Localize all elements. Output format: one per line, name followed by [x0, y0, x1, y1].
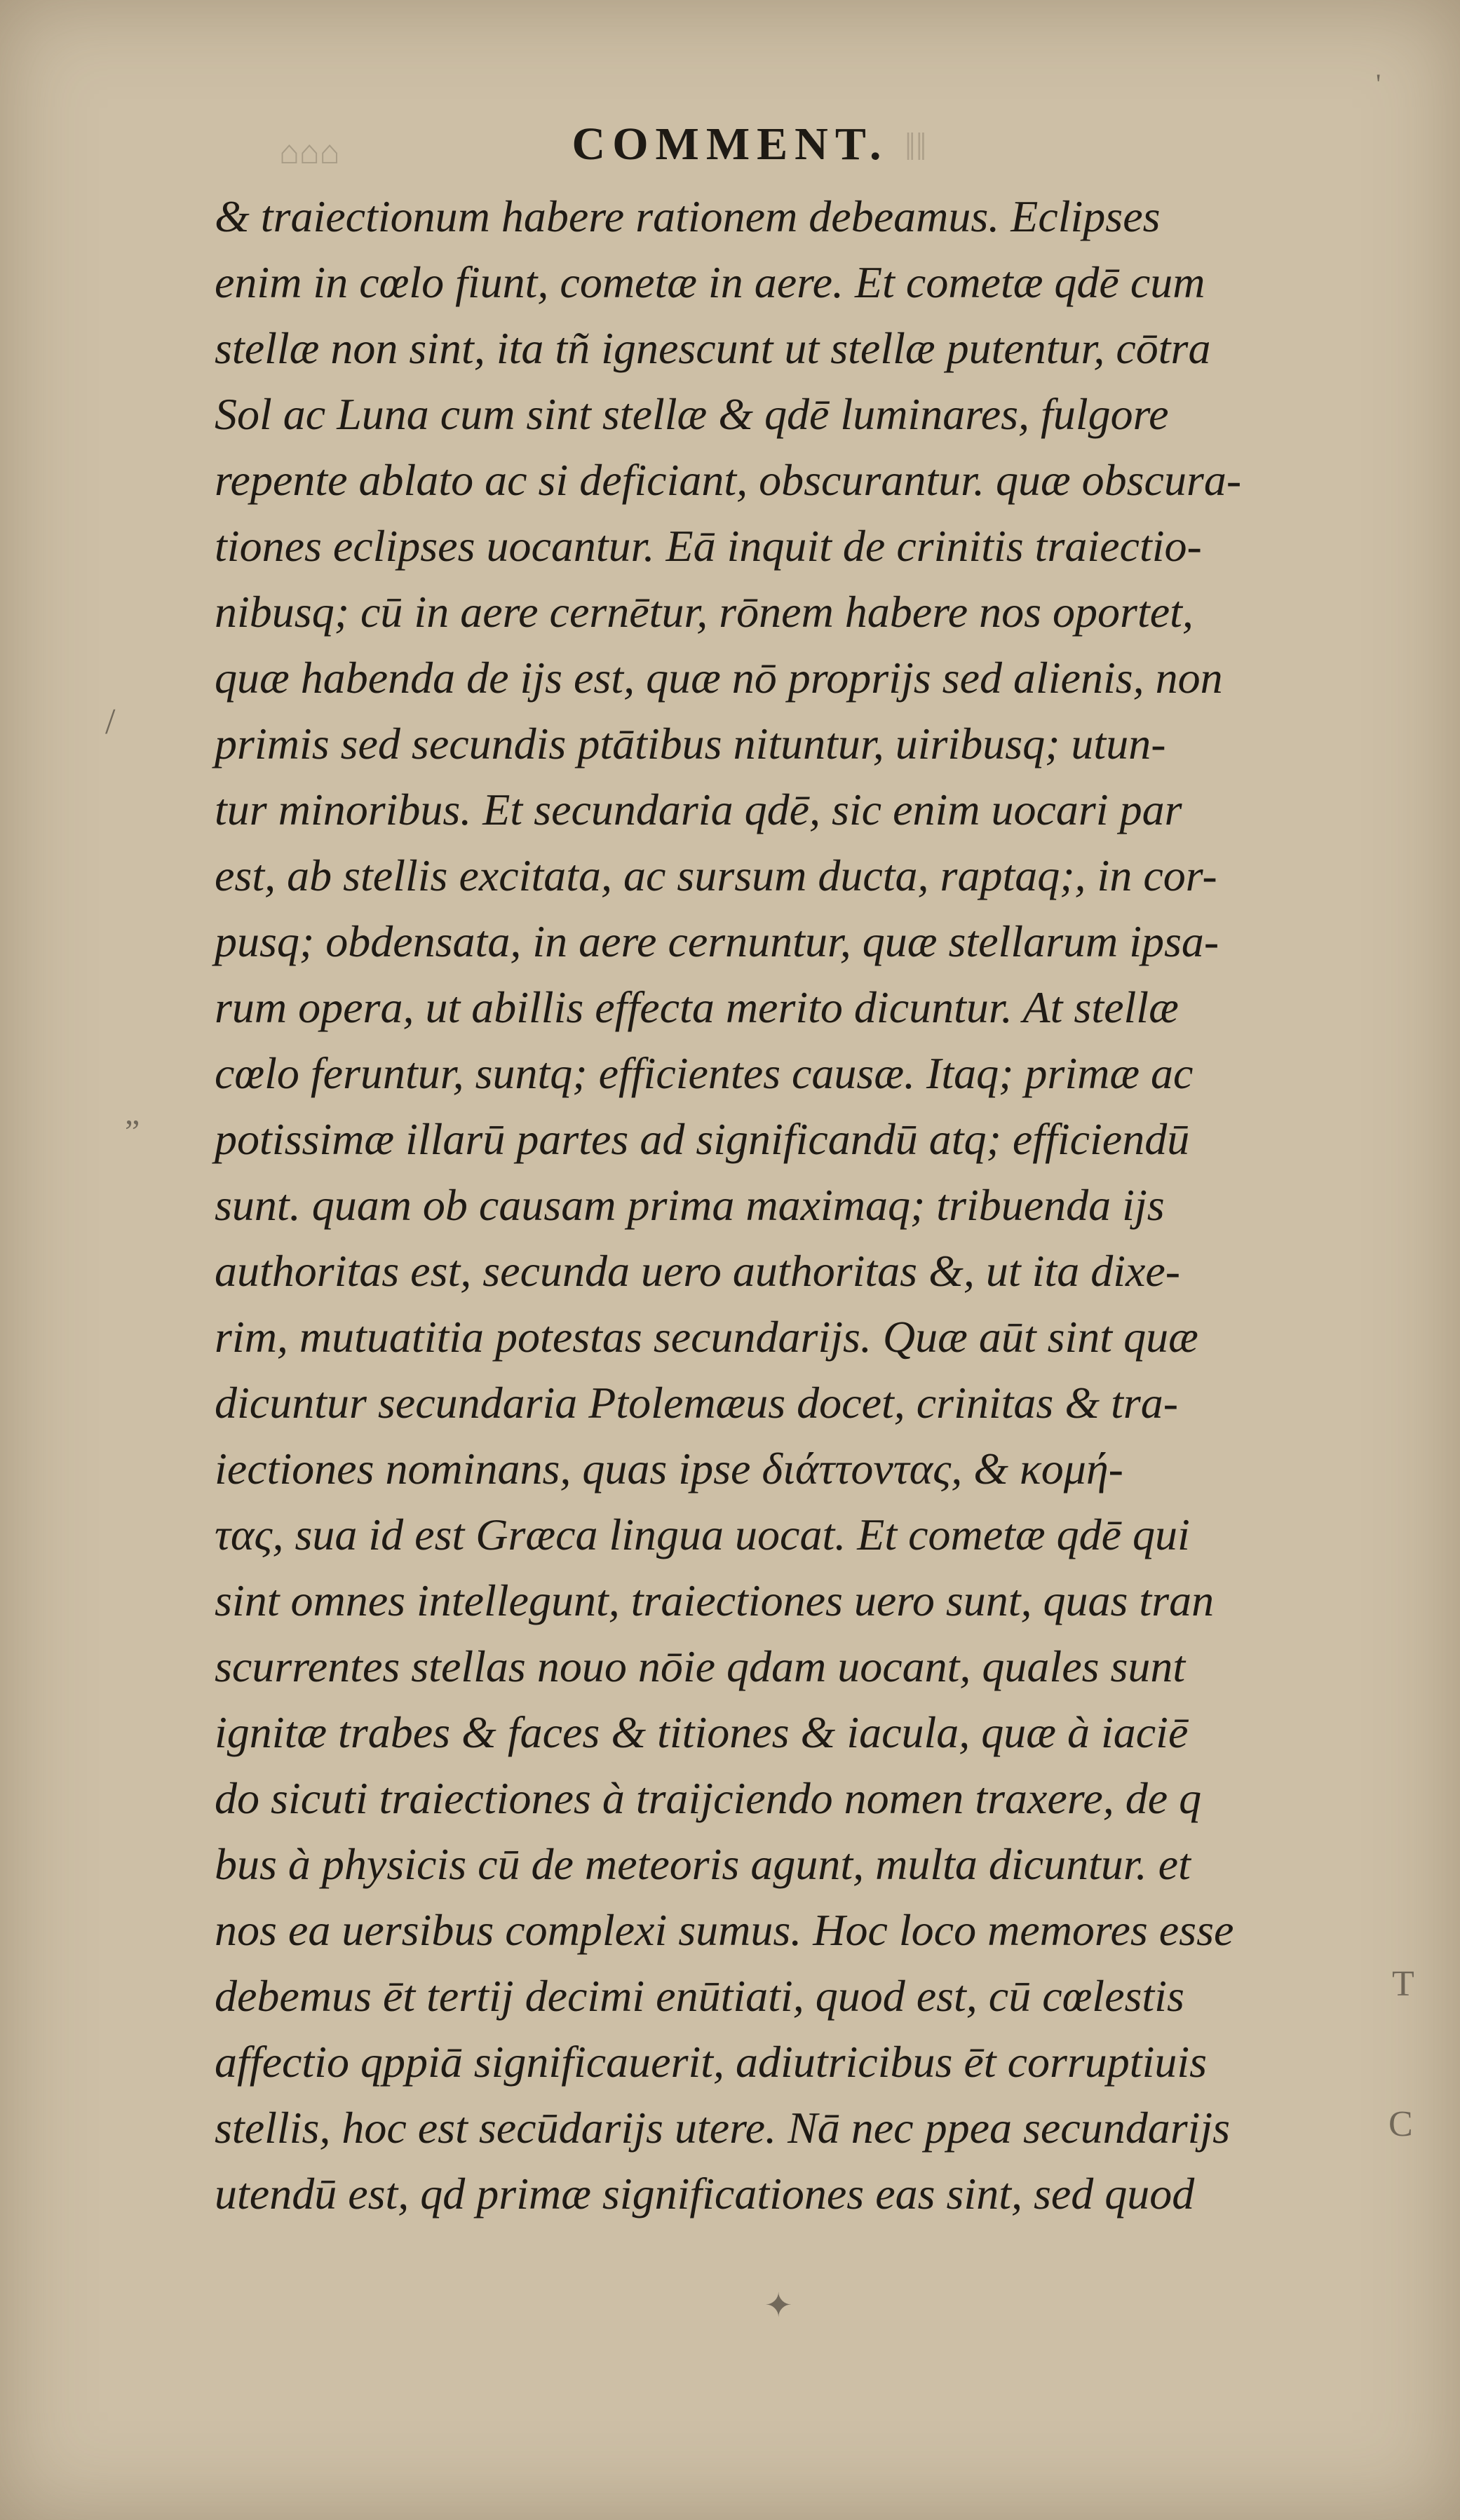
- text-line: scurrentes stellas nouo nōie qdam uocant, quales sunt: [215, 1641, 1186, 1691]
- text-line: iectiones nominans, quas ipse διάττοντας, & κομή-: [215, 1444, 1123, 1493]
- text-line: do sicuti traiectiones à traijciendo nomen traxere, de q: [215, 1773, 1202, 1823]
- text-line: & traiectionum habere rationem debeamus. Eclipses: [215, 191, 1161, 241]
- text-line: affectio qppiā significauerit, adiutricibus ēt corruptiuis: [215, 2037, 1208, 2087]
- text-line: sunt. quam ob causam prima maximaq; tribuenda ijs: [215, 1180, 1165, 1230]
- body-text: [215, 184, 1365, 2227]
- text-line: nibusq; cū in aere cernētur, rōnem habere nos oportet,: [215, 587, 1194, 637]
- text-line: potissimæ illarū partes ad significandū atq; efficiendū: [215, 1114, 1190, 1164]
- text-line: ignitæ trabes & faces & titiones & iacula, quæ à iaciē: [215, 1707, 1189, 1757]
- margin-mark-left-1: /: [105, 702, 116, 742]
- margin-mark-left-2: „: [125, 1095, 140, 1132]
- margin-mark-right-c: C: [1388, 2104, 1413, 2144]
- text-line: cœlo feruntur, suntq; efficientes causæ. Itaq; primæ ac: [215, 1048, 1194, 1098]
- text-line: authoritas est, secunda uero authoritas &, ut ita dixe-: [215, 1246, 1181, 1296]
- bottom-flourish: ✦: [764, 2287, 793, 2324]
- text-line: stellis, hoc est secūdarijs utere. Nā nec ppea secundarijs: [215, 2103, 1231, 2153]
- text-line: nos ea uersibus complexi sumus. Hoc loco memores esse: [215, 1905, 1234, 1955]
- margin-mark-top-right: ': [1376, 68, 1381, 100]
- text-line: sint omnes intellegunt, traiectiones uero sunt, quas tran: [215, 1576, 1215, 1625]
- text-line: quæ habenda de ijs est, quæ nō proprijs sed alienis, non: [215, 653, 1223, 703]
- text-line: stellæ non sint, ita tñ ignescunt ut stellæ putentur, cōtra: [215, 323, 1211, 373]
- text-line: enim in cœlo fiunt, cometæ in aere. Et cometæ qdē cum: [215, 257, 1205, 307]
- margin-mark-right-t: T: [1392, 1964, 1414, 2004]
- text-line: rum opera, ut abillis effecta merito dicuntur. At stellæ: [215, 982, 1179, 1032]
- text-line: tur minoribus. Et secundaria qdē, sic enim uocari par: [215, 785, 1182, 834]
- bleed-through-mark-left: ⌂⌂⌂: [279, 134, 340, 171]
- text-line: pusq; obdensata, in aere cernuntur, quæ stellarum ipsa-: [215, 916, 1219, 966]
- text-line: tiones eclipses uocantur. Eā inquit de crinitis traiectio-: [215, 521, 1202, 571]
- text-line: τας, sua id est Græca lingua uocat. Et cometæ qdē qui: [215, 1510, 1190, 1559]
- text-line: utendū est, qd primæ significationes eas sint, sed quod: [215, 2169, 1195, 2218]
- text-line: repente ablato ac si deficiant, obscurantur. quæ obscura-: [215, 455, 1242, 505]
- text-line: debemus ēt tertij decimi enūtiati, quod est, cū cœlestis: [215, 1971, 1184, 2021]
- text-line: dicuntur secundaria Ptolemæus docet, crinitas & tra-: [215, 1378, 1179, 1428]
- text-line: est, ab stellis excitata, ac sursum ducta, raptaq;, in cor-: [215, 851, 1217, 900]
- page-heading: COMMENT.: [572, 118, 888, 170]
- text-line: rim, mutuatitia potestas secundarijs. Quæ aūt sint quæ: [215, 1312, 1198, 1362]
- text-line: primis sed secundis ptātibus nituntur, uiribusq; utun-: [215, 719, 1166, 768]
- text-line: Sol ac Luna cum sint stellæ & qdē luminares, fulgore: [215, 389, 1169, 439]
- bleed-through-mark-right: ‖‖: [905, 126, 927, 169]
- text-line: bus à physicis cū de meteoris agunt, multa dicuntur. et: [215, 1839, 1191, 1889]
